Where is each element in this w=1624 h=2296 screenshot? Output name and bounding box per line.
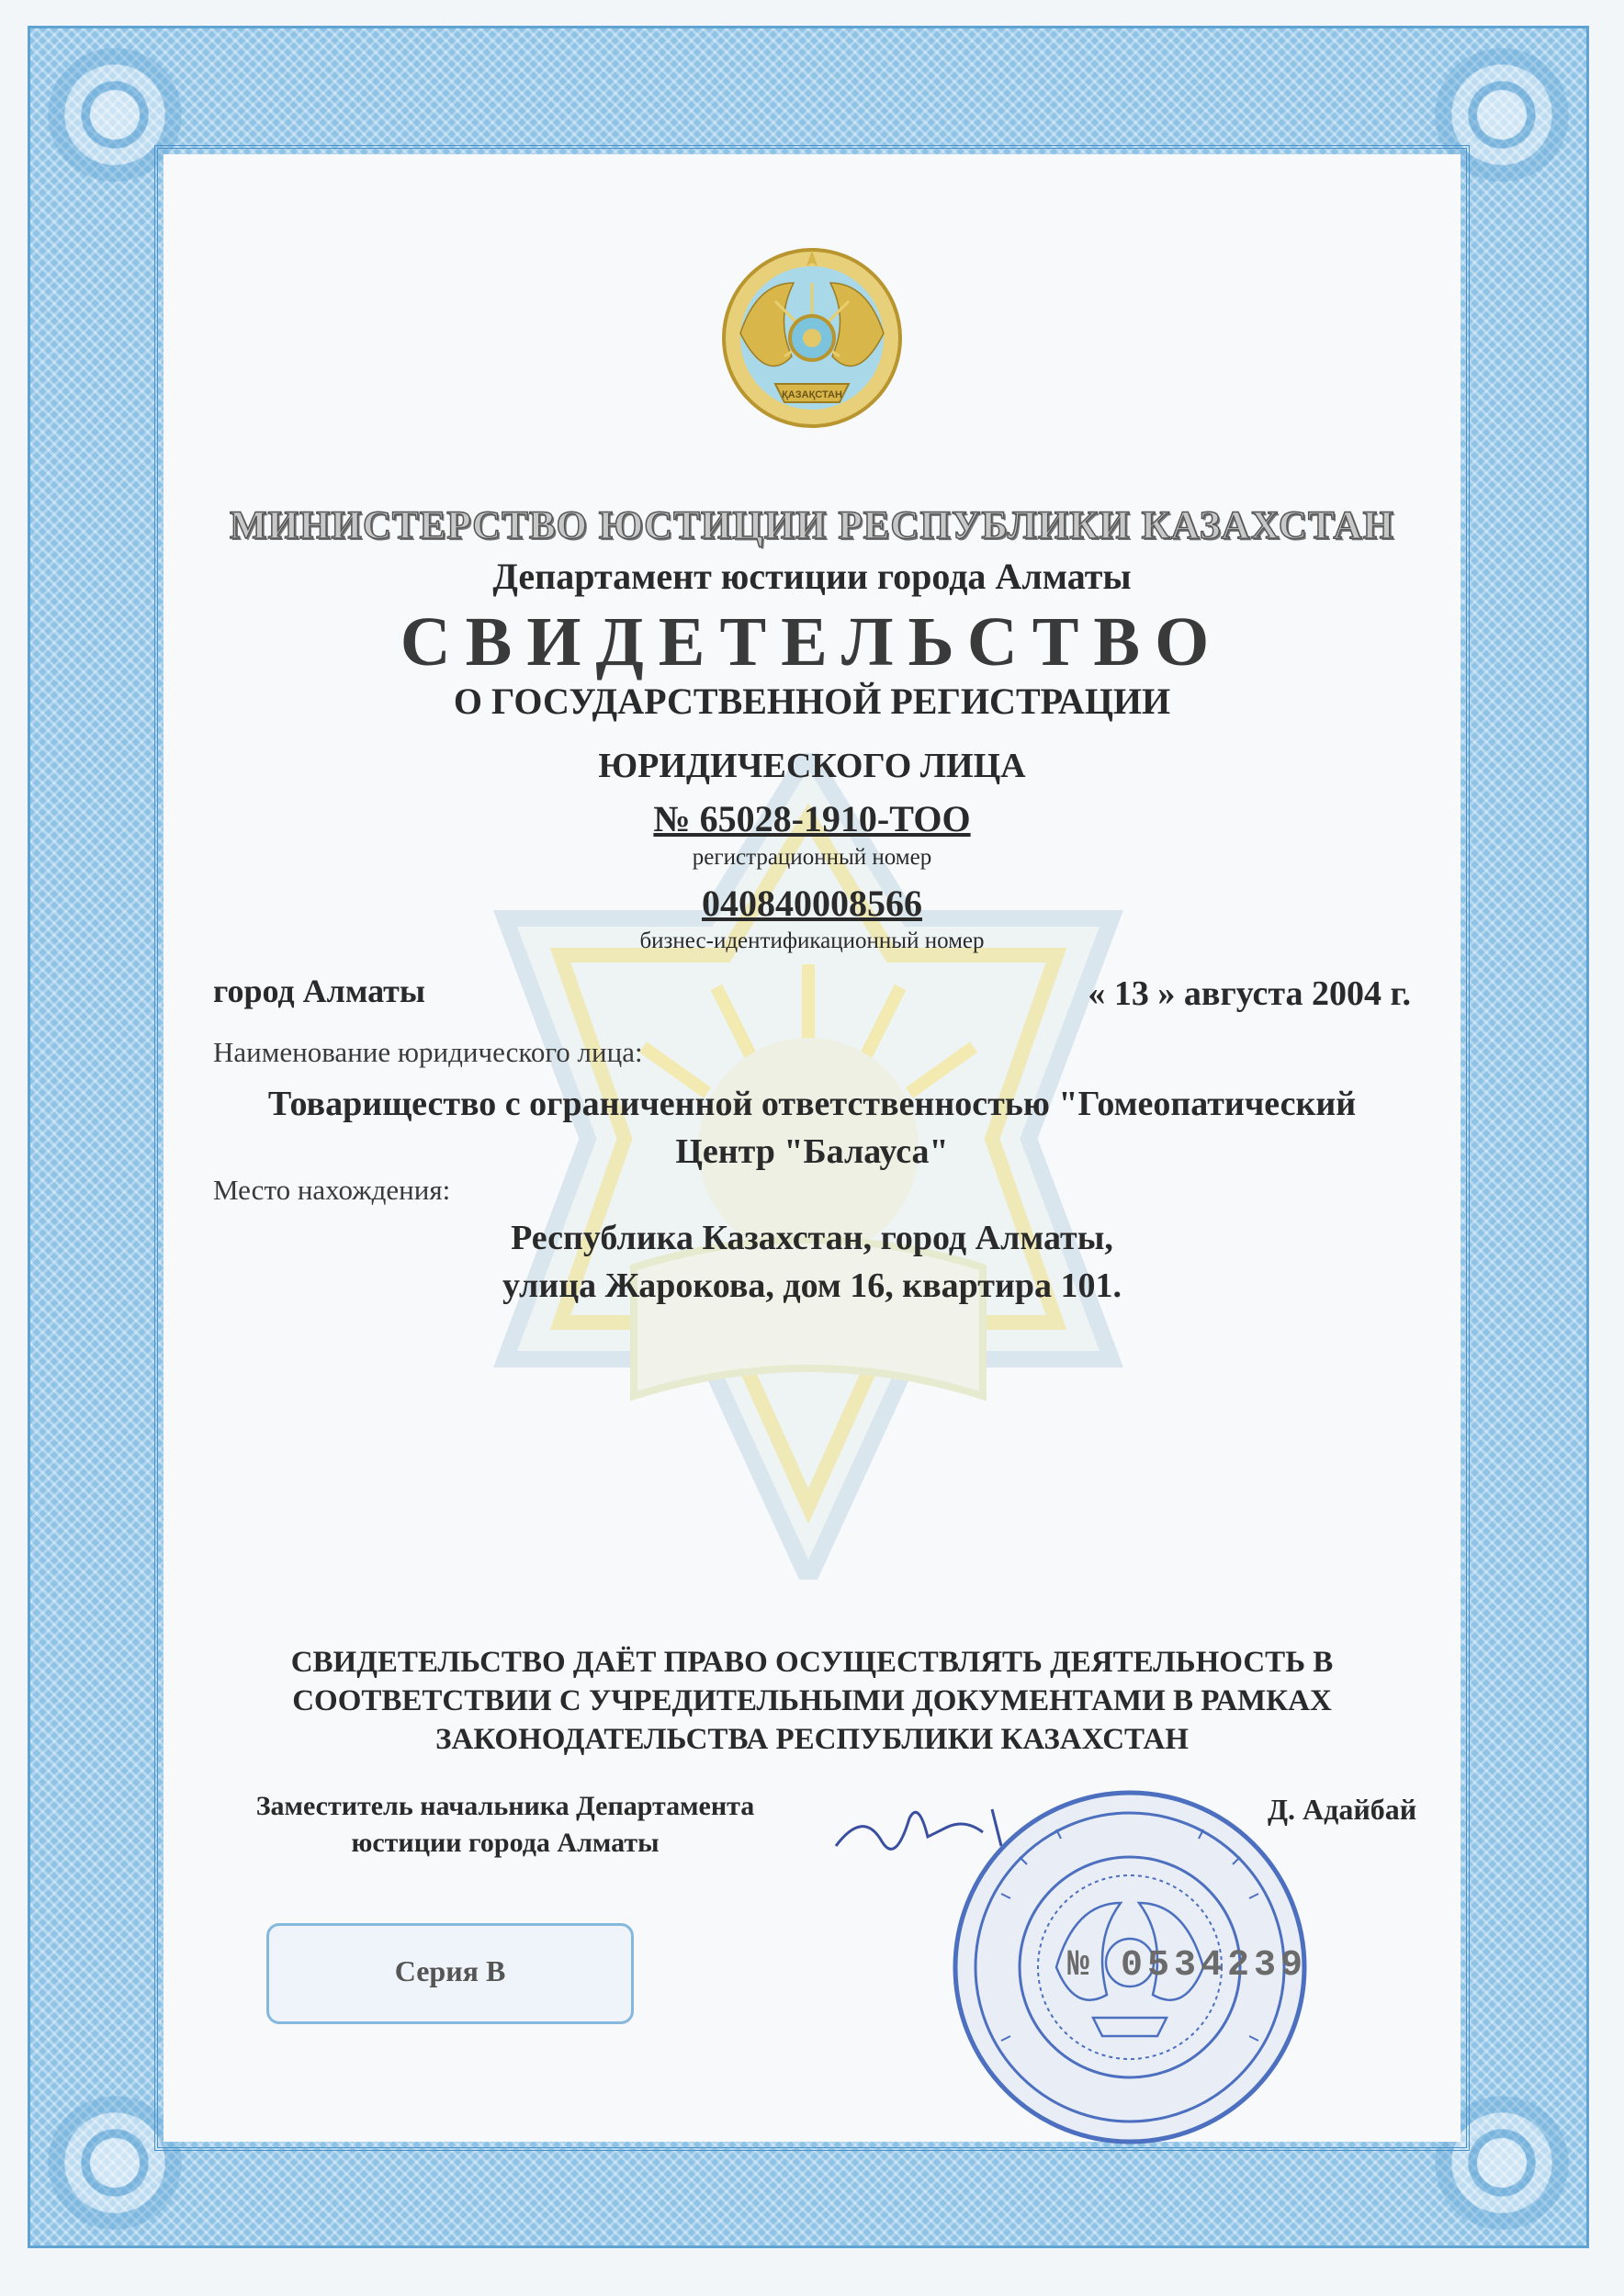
address-line1: Республика Казахстан, город Алматы, (511, 1219, 1113, 1257)
location-label: Место нахождения: (213, 1174, 451, 1206)
department-heading: Департамент юстиции города Алматы (492, 556, 1132, 597)
ministry-heading: МИНИСТЕРСТВО ЮСТИЦИИ РЕСПУБЛИКИ КАЗАХСТАН (229, 504, 1395, 547)
entity-name-line1: Товарищество с ограниченной ответственностью "Гомеопатический (267, 1085, 1357, 1123)
signatory-title-line2: юстиции города Алматы (351, 1828, 660, 1858)
registration-number (164, 797, 1460, 840)
emblem-inscription: ҚАЗАҚСТАН (782, 389, 842, 400)
state-emblem-icon (720, 246, 904, 430)
certificate-subtitle: О ГОСУДАРСТВЕННОЙ РЕГИСТРАЦИИ (453, 681, 1171, 722)
bin-number (164, 882, 1460, 925)
address-line2: улица Жарокова, дом 16, квартира 101. (502, 1266, 1122, 1305)
rights-statement-line1: СВИДЕТЕЛЬСТВО ДАЁТ ПРАВО ОСУЩЕСТВЛЯТЬ ДЕЯТЕЛЬНОСТЬ В (290, 1646, 1334, 1679)
bin-number-value: 040840008566 (702, 883, 922, 924)
certificate-title: СВИДЕТЕЛЬСТВО (400, 603, 1224, 681)
entity-name-line2: Центр "Балауса" (675, 1132, 949, 1171)
entity-type-heading: ЮРИДИЧЕСКОГО ЛИЦА (598, 747, 1026, 785)
rights-statement-line2: СООТВЕТСТВИИ С УЧРЕДИТЕЛЬНЫМИ ДОКУМЕНТАМИ В РАМКАХ (292, 1684, 1332, 1717)
signer-name: Д. Адайбай (1268, 1793, 1417, 1826)
bin-number-caption: бизнес-идентификационный номер (639, 929, 985, 953)
series-label: Серия В (394, 1954, 506, 1987)
rights-statement-line3: ЗАКОНОДАТЕЛЬСТВА РЕСПУБЛИКИ КАЗАХСТАН (435, 1723, 1189, 1756)
issue-date: « 13 » августа 2004 г. (1088, 974, 1411, 1013)
entity-name-label: Наименование юридического лица: (213, 1036, 643, 1068)
issue-city: город Алматы (213, 973, 425, 1009)
registration-number-caption: регистрационный номер (692, 845, 932, 870)
signatory-title-line1: Заместитель начальника Департамента (255, 1791, 755, 1821)
serial-number: № 0534239 (1067, 1945, 1308, 1986)
registration-number-value: № 65028-1910-ТОО (653, 798, 971, 839)
